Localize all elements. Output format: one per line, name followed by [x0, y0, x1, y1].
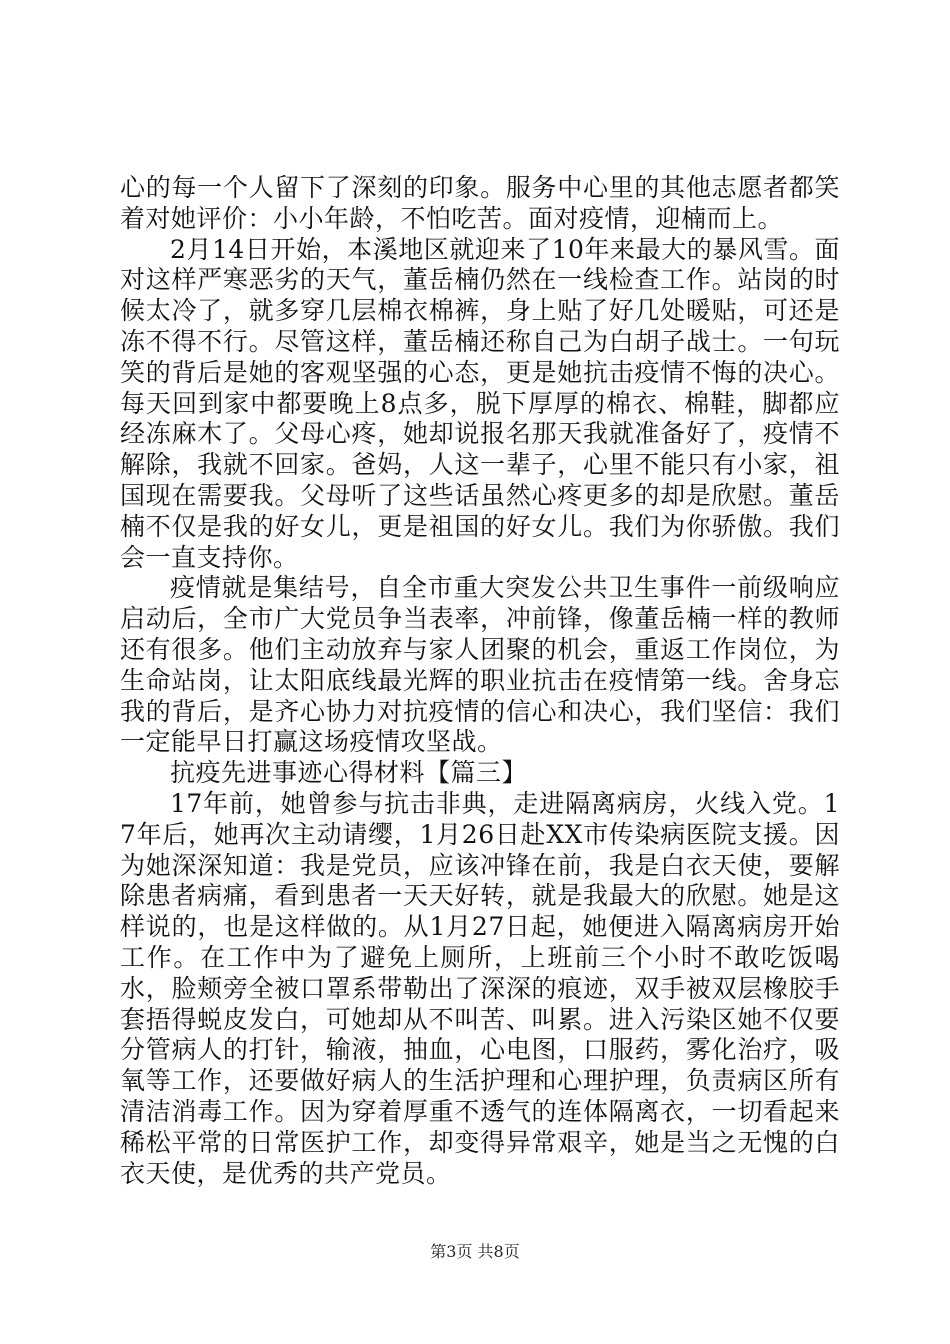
paragraph-snowstorm: 2月14日开始，本溪地区就迎来了10年来最大的暴风雪。面对这样严寒恶劣的天气，董岳楠仍然在一线检查工作。站岗的时候太冷了，就多穿几层棉衣棉裤，身上贴了好几处暖贴，可还是冻不得不行。尽管这样，董岳楠还称自己为白胡子战士。一句玩笑的背后是她的客观坚强的心态，更是她抗击疫情不悔的决心。每天回到家中都要晚上8点多，脱下厚厚的棉衣、棉鞋，脚都应经冻麻木了。父母心疼，她却说报名那天我就准备好了，疫情不解除，我就不回家。爸妈，人这一辈子，心里不能只有小家，祖国现在需要我。父母听了这些话虽然心疼更多的却是欣慰。董岳楠不仅是我的好女儿，更是祖国的好女儿。我们为你骄傲。我们会一直支持你。 — [120, 234, 840, 572]
page-footer: 第3页 共8页 — [430, 1242, 520, 1261]
paragraph-assembly-call: 疫情就是集结号，自全市重大突发公共卫生事件一前级响应启动后，全市广大党员争当表率，冲前锋，像董岳楠一样的教师还有很多。他们主动放弃与家人团聚的机会，重返工作岗位，为生命站岗，让太阳底线最光辉的职业抗击在疫情第一线。舍身忘我的背后，是齐心协力对抗疫情的信心和决心，我们坚信：我们一定能早日打赢这场疫情攻坚战。 — [120, 573, 840, 757]
paragraph-nurse-story: 17年前，她曾参与抗击非典，走进隔离病房，火线入党。17年后，她再次主动请缨，1月26日赴XX市传染病医院支援。因为她深深知道：我是党员，应该冲锋在前，我是白衣天使，要解除患者病痛，看到患者一天天好转，就是我最大的欣慰。她是这样说的，也是这样做的。从1月27日起，她便进入隔离病房开始工作。在工作中为了避免上厕所，上班前三个小时不敢吃饭喝水，脸颊旁全被口罩系带勒出了深深的痕迹，双手被双层橡胶手套捂得蜕皮发白，可她却从不叫苦、叫累。进入污染区她不仅要分管病人的打针，输液，抽血，心电图，口服药，雾化治疗，吸氧等工作，还要做好病人的生活护理和心理护理，负责病区所有清洁消毒工作。因为穿着厚重不透气的连体隔离衣，一切看起来稀松平常的日常医护工作，却变得异常艰辛，她是当之无愧的白衣天使，是优秀的共产党员。 — [120, 788, 840, 1188]
document-body — [120, 173, 840, 1189]
paragraph-continuation: 心的每一个人留下了深刻的印象。服务中心里的其他志愿者都笑着对她评价：小小年龄，不怕吃苦。面对疫情，迎楠而上。 — [120, 173, 840, 233]
section-heading: 抗疫先进事迹心得材料【篇三】 — [170, 758, 528, 788]
